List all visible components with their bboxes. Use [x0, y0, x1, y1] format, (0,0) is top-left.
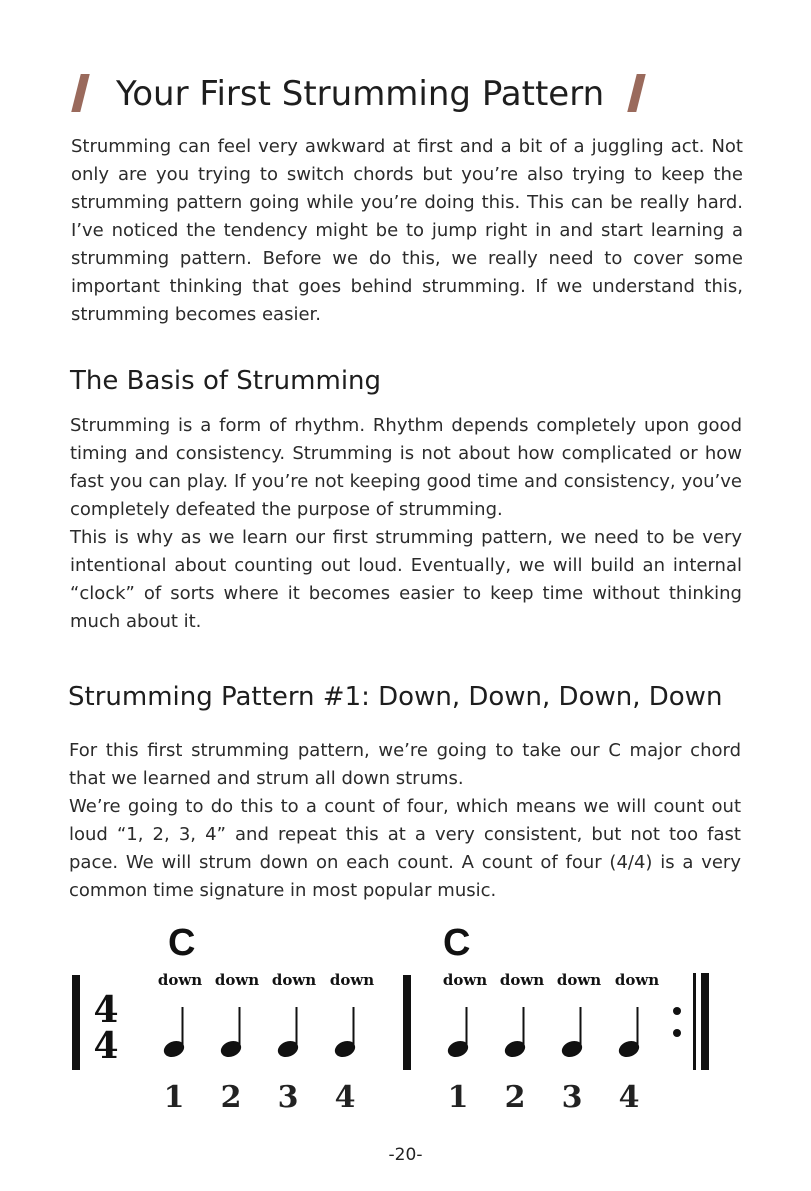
quarter-note [219, 1007, 243, 1059]
strum-label: down [214, 971, 260, 989]
count-label: 1 [447, 1080, 469, 1115]
quarter-note [503, 1007, 527, 1059]
strum-label: down [271, 971, 317, 989]
page-number: -20- [388, 1145, 423, 1165]
pattern-paragraph [69, 737, 741, 905]
strum-label: down [614, 971, 660, 989]
strum-label: down [329, 971, 375, 989]
page-title: Your First Strumming Pattern [116, 74, 605, 114]
pattern-text-2: We’re going to do this to a count of four, which means we will count out loud “1, 2, 3, 4” and repeat this at a very consistent, but not too fast pace. We will strum down on each count. A count of four (4/4) is a very common time signature in most popular music. [69, 796, 741, 901]
strum-label: down [499, 971, 545, 989]
quarter-note [560, 1007, 584, 1059]
measure-2 [443, 922, 659, 1115]
repeat-dot [673, 1007, 681, 1015]
chord-label: C [443, 922, 471, 964]
section-heading-pattern: Strumming Pattern #1: Down, Down, Down, Down [68, 682, 723, 712]
strum-label: down [556, 971, 602, 989]
basis-text-2: This is why as we learn our first strumming pattern, we need to be very intentional about counting out loud. Eventually, we will build an internal “clock” of sorts where it becomes easier to keep time without thinking much about it. [70, 527, 742, 632]
basis-text-1: Strumming is a form of rhythm. Rhythm depends completely upon good timing and consistency. Strumming is not about how complicated or how fast you can play. If you’re not keeping good time and consistency, you’ve completely defeated the purpose of strumming. [70, 415, 742, 520]
repeat-thin-barline [693, 973, 696, 1070]
start-barline [72, 975, 80, 1070]
intro-paragraph [71, 133, 743, 329]
quarter-note [333, 1007, 357, 1059]
quarter-notes [162, 1007, 357, 1059]
count-label: 3 [561, 1080, 583, 1115]
title-slash-right-decoration [627, 74, 645, 112]
quarter-notes [446, 1007, 641, 1059]
count-label: 4 [618, 1080, 640, 1115]
pattern-text-1: For this first strumming pattern, we’re going to take our C major chord that we learned and strum all down strums. [69, 740, 741, 789]
count-label: 2 [220, 1080, 242, 1115]
strumming-notation [60, 915, 760, 1125]
measure-1 [158, 922, 374, 1115]
repeat-dot [673, 1029, 681, 1037]
basis-paragraph [70, 412, 742, 636]
count-label: 1 [163, 1080, 185, 1115]
repeat-thick-barline [701, 973, 709, 1070]
strum-labels [158, 971, 374, 989]
intro-text: Strumming can feel very awkward at first and a bit of a juggling act. Not only are you trying to switch chords but you’re also trying to keep the strumming pattern going while you’re doing this. This can be really hard. I’ve noticed the tendency might be to jump right in and start learning a strumming pattern. Before we do this, we really need to cover some important thinking that goes behind strumming. If we understand this, strumming becomes easier. [71, 136, 743, 325]
count-label: 3 [277, 1080, 299, 1115]
repeat-sign [673, 973, 709, 1070]
count-label: 2 [504, 1080, 526, 1115]
count-label: 4 [334, 1080, 356, 1115]
quarter-note [446, 1007, 470, 1059]
title-row [0, 68, 811, 120]
strum-label: down [442, 971, 488, 989]
middle-barline [403, 975, 411, 1070]
strum-labels [443, 971, 659, 989]
quarter-note [276, 1007, 300, 1059]
quarter-note [617, 1007, 641, 1059]
chord-label: C [168, 922, 196, 964]
title-slash-left-decoration [71, 74, 89, 112]
strum-label: down [157, 971, 203, 989]
section-heading-basis: The Basis of Strumming [70, 366, 382, 396]
count-labels [164, 1080, 356, 1115]
count-labels [448, 1080, 640, 1115]
time-signature-top: 4 [93, 989, 119, 1031]
quarter-note [162, 1007, 186, 1059]
time-signature-bottom: 4 [93, 1025, 119, 1067]
